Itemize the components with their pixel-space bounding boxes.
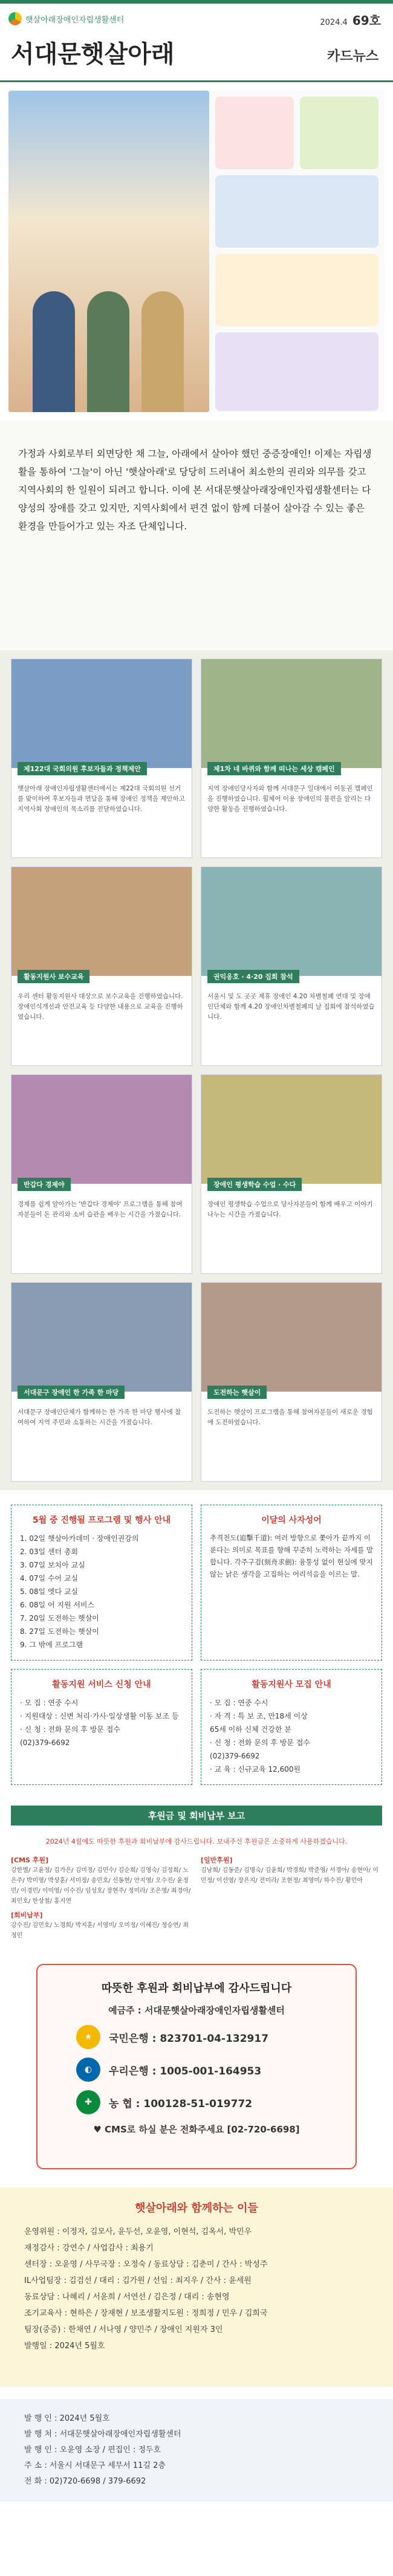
news-photo [11,659,192,768]
news-card [201,867,382,1066]
news-card [201,659,382,858]
person-figure [33,291,75,412]
service-apply-list [20,1696,183,1749]
helper-recruit-item: · 자 격 : 특 보 조, 만18세 이상 [210,1712,308,1720]
helper-recruit-list [210,1696,373,1776]
nh-bank-icon: ✚ [76,2090,100,2114]
news-tag: 활동지원사 보수교육 [18,970,89,983]
schedule-item: 6. 08일 어 지원 서비스 [20,1601,95,1609]
news-tag: 제122대 국회의원 후보자들과 정책제안 [18,762,147,775]
news-text: 경제를 쉽게 알아가는 '반갑다 경제야' 프로그램을 통해 참여자분들이 돈 관리와 소비 습관을 배우는 시간을 가졌습니다. [18,1201,183,1218]
publication-line: 발 행 인 : 오윤영 소장 / 편집인 : 정두호 [24,2445,161,2455]
notice-box [201,1505,382,1661]
crutch-illustration [300,97,378,169]
schedule-item: 8. 27일 도전하는 햇살이 [20,1627,99,1636]
news-photo [201,867,382,976]
fee-label: [회비납부] [11,1911,43,1919]
helper-recruit-item: · 교 육 : 신규교육 12,600원 [210,1765,301,1774]
service-apply-item: · 신 청 : 전화 문의 후 방문 접수 [20,1725,120,1734]
helper-recruit-item: (02)379-6692 [210,1752,260,1760]
news-card [11,1074,192,1274]
news-text: 서울시 및 도 곳곳 제휴 장애인 4.20 차별철폐 연대 및 장애인단체와 함께 4.20 장애인차별철폐의 날 집회에 참석하였습니다. [207,993,375,1021]
news-tag: 반갑다 경제야 [18,1178,71,1191]
news-card [11,659,192,858]
publication-line: 전 화 : 02)720-6698 / 379-6692 [24,2477,146,2486]
thanks-box [36,1964,357,2169]
helper-recruit-title: 활동지원사 모집 안내 [252,1680,331,1690]
kb-bank-icon: ★ [76,2025,100,2049]
notice-body: 추격천도(追擊千道): 여러 방향으로 쫓아가 끝까지 이룬다는 의미로 목표를 향해 꾸준히 노력하는 자세를 말합니다. 각주구검(刻舟求劍): 융통성 없이 현실에 맞지 않는 낡은 생각을 고집하는 어리석음을 이르는 말. [210,1534,373,1578]
schedule-item: 9. 그 밖에 프로그램 [20,1641,83,1649]
staff-line: 발행일 : 2024년 5월호 [24,2342,105,2351]
publication-line: 발 행 처 : 서대문햇살아래장애인자립생활센터 [24,2430,181,2439]
donor-note: 2024년 4월에도 따뜻한 후원과 회비납부에 감사드립니다. 보내주신 후원금은 소중하게 사용하겠습니다. [45,1838,348,1845]
publication-line: 주 소 : 서울시 서대문구 세무서 11길 2층 [24,2461,166,2470]
service-apply-title: 활동지원 서비스 신청 안내 [52,1680,151,1690]
cms-phone: ♥ CMS로 하실 분은 전화주세요 [02-720-6698] [93,2124,300,2135]
news-photo [11,867,192,976]
schedule-item: 1. 02일 햇살아카데미 · 장애인권강의 [20,1534,139,1543]
helper-recruit-item: 65세 이하 신체 건강한 분 [210,1725,291,1734]
schedule-item: 7. 20일 도전하는 햇살이 [20,1614,99,1622]
news-text: 장애인 평생학습 수업으로 당사자분들이 함께 배우고 이야기 나누는 시간을 가졌습니다. [207,1201,373,1218]
donor-report-title: 후원금 및 회비납부 보고 [11,1806,382,1825]
news-card [11,1282,192,1482]
news-tag: 제1차 네 바퀴와 함께 떠나는 세상 캠페인 [207,762,341,775]
news-text: 지역 장애인당사자와 함께 서대문구 일대에서 이동권 캠페인을 진행하였습니다. 휠체어 이용 장애인의 불편을 알리는 다양한 활동을 진행하였습니다. [207,785,373,813]
couple-illustration [215,175,378,248]
staff-line: 운영위원 : 이정자, 김모사, 윤두선, 오윤영, 이현석, 김옥서, 박민우 [24,2227,252,2236]
account-woori-text: 우리은행 : 1005-001-164953 [109,2065,262,2077]
schedule-list [20,1532,183,1651]
woori-bank-icon: ◐ [76,2058,100,2082]
header [0,4,393,82]
page-title: 서대문햇살아래 [11,40,175,68]
news-tag: 권익옹호 · 4·20 집회 참석 [207,970,299,983]
staff-section [0,2187,393,2387]
publication-info [0,2399,393,2502]
service-apply-item: · 모 집 : 연중 수시 [20,1699,79,1707]
news-tag: 도전하는 햇살이 [207,1386,267,1399]
issue-info [320,11,381,28]
donor-section [0,1832,393,1946]
news-photo [11,1283,192,1392]
publication-line: 발 행 인 : 2024년 5월호 [24,2414,110,2423]
helper-recruit-item: · 모 집 : 연중 수시 [210,1699,268,1707]
special-donors [201,1851,382,1941]
news-photo [201,1283,382,1392]
schedule-item: 4. 07일 수어 교실 [20,1574,79,1583]
account-woori [76,2058,317,2082]
org-name: 햇살아래장애인자립생활센터 [25,15,125,25]
staff-list [24,2224,369,2354]
special-list: 김남희/ 김동준/ 김명숙/ 김윤희/ 박경희/ 박준영/ 서경아/ 송현아/ 이민정/ 이선영/ 장은지/ 전미라/ 조현정/ 최영미/ 하수진/ 황민아 [201,1867,378,1884]
service-apply-item: · 지원대상 : 신변 처리·가사·일상생활 이동 보조 등 [20,1712,179,1720]
news-card [11,867,192,1066]
account-nh-text: 농 협 : 100128-51-019772 [109,2097,253,2110]
schedule-item: 2. 03일 센터 총회 [20,1548,79,1556]
news-text: 햇살아래 장애인자립생활센터에서는 제22대 국회의원 선거를 맞이하여 후보자들과 면담을 통해 장애인 정책을 제안하고 지역사회 장애인의 목소리를 전달하였습니다. [18,785,185,813]
special-label: [일반후원] [201,1856,233,1864]
helper-recruit-box [201,1669,382,1785]
issue-number: 69호 [352,13,381,28]
notice-title: 이달의 사자성어 [261,1516,322,1525]
helper-recruit-item: · 신 청 : 전화 문의 후 방문 접수 [210,1738,310,1747]
news-tag: 장애인 평생학습 수업 · 수다 [207,1178,302,1191]
intro-text: 가정과 사회로부터 외면당한 채 그늘, 아래에서 살아야 했던 중증장애인! 이제는 자립생활을 통하여 '그늘'이 아닌 '햇살아래'로 당당히 드러내어 최소한의 권리와 의무를 갖고 지역사회의 한 일원이 되려고 합니다. 이에 본 서대문햇살아래장애인자립생활센터는 다양성의 장애를 갖고 있지만, 지역사회에서 편견 없이 함께 더불어 살아갈 수 있는 좋은 환경을 만들어가고 있는 자조 단체입니다. [0,421,393,650]
fee-list: 강수진/ 김민호/ 노경희/ 박지훈/ 서영미/ 오미정/ 이혜진/ 정승연/ 최정민 [11,1922,189,1939]
center-photo [8,91,209,412]
news-text: 우리 센터 활동지원사 대상으로 보수교육을 진행하였습니다. 장애인식개선과 안전교육 등 다양한 내용으로 교육을 진행하였습니다. [18,993,183,1021]
donor-grid [11,1851,382,1941]
schedule-item: 5. 08일 엣다 교실 [20,1587,79,1596]
news-section [0,650,393,1490]
person-figure [87,291,129,412]
schedule-box [11,1505,192,1661]
thanks-title: 따뜻한 후원과 회비납부에 감사드립니다 [101,1982,292,1995]
account-nh [76,2090,317,2114]
service-apply-box [11,1669,192,1785]
staff-line: 센터장 : 오윤영 / 사무국장 : 오정숙 / 동료상담 : 김춘미 / 간사 : 박성주 [24,2260,268,2269]
schedule-section [0,1490,393,1800]
news-text: 서대문구 장애인단체가 함께하는 한 가족 한 마당 행사에 참여하여 지역 주민과 소통하는 시간을 가졌습니다. [18,1409,181,1426]
news-photo [201,659,382,768]
news-card [201,1282,382,1482]
schedule-title: 5월 중 진행될 프로그램 및 행사 안내 [32,1516,171,1525]
hero-section [0,82,393,421]
staff-line: 팀장(중증) : 한채연 / 서나영 / 양민주 / 장애인 지원자 3인 [24,2325,223,2334]
staff-line: 조기교육사 : 현하은 / 장재현 / 보조생활지도원 : 정희정 / 민우 / 김희국 [24,2309,268,2318]
news-text: 도전하는 햇살이 프로그램을 통해 참여자분들이 새로운 경험에 도전하였습니다. [207,1409,373,1426]
news-tag: 서대문구 장애인 한 가족 한 마당 [18,1386,125,1399]
person-figure [141,291,184,412]
sun-logo-icon [8,12,22,25]
service-apply-item: (02)379-6692 [20,1738,70,1747]
news-photo [11,1075,192,1184]
wheelchair-illustration [215,97,294,169]
cms-list: 강한별/ 고윤정/ 김가은/ 김미경/ 김민수/ 김순희/ 김영숙/ 김정희/ 노은주/ 박미영/ 박상훈/ 서미정/ 송민호/ 신동현/ 안지영/ 오수진/ 윤정민/ 이경민/ 이미영/ 이수진/ 임성호/ 장현주/ 정미라/ 조은영/ 최경아/ 최민호/ 한상철/ 홍지연 [11,1867,191,1905]
issue-date: 2024.4 [320,18,348,27]
schedule-item: 3. 07일 보치아 교실 [20,1561,85,1569]
family-illustration [215,254,378,326]
account-kb-text: 국민은행 : 823701-04-132917 [109,2032,269,2045]
staff-title: 햇살아래와 함께하는 이들 [135,2202,258,2215]
cms-donors [11,1851,192,1941]
illustration-panel [209,91,385,412]
account-holder: 예금주 : 서대문햇살아래장애인자립생활센터 [108,2005,285,2016]
org-logo [8,12,124,25]
walker-illustration [215,332,378,411]
news-card [201,1074,382,1274]
staff-line: 재정감사 : 강연수 / 사업감사 : 최용기 [24,2244,154,2253]
page-subtitle: 카드뉴스 [326,49,378,64]
news-photo [201,1075,382,1184]
account-kb [76,2025,317,2049]
news-grid [11,659,382,1482]
staff-line: 동료상담 : 나혜리 / 서윤희 / 서연선 / 김은정 / 대리 : 송현영 [24,2293,230,2302]
cms-label: [CMS 후원] [11,1856,49,1864]
staff-line: IL사업팀장 : 김검선 / 대리 : 김가원 / 선임 : 최지우 / 간사 : 윤세원 [24,2276,252,2285]
